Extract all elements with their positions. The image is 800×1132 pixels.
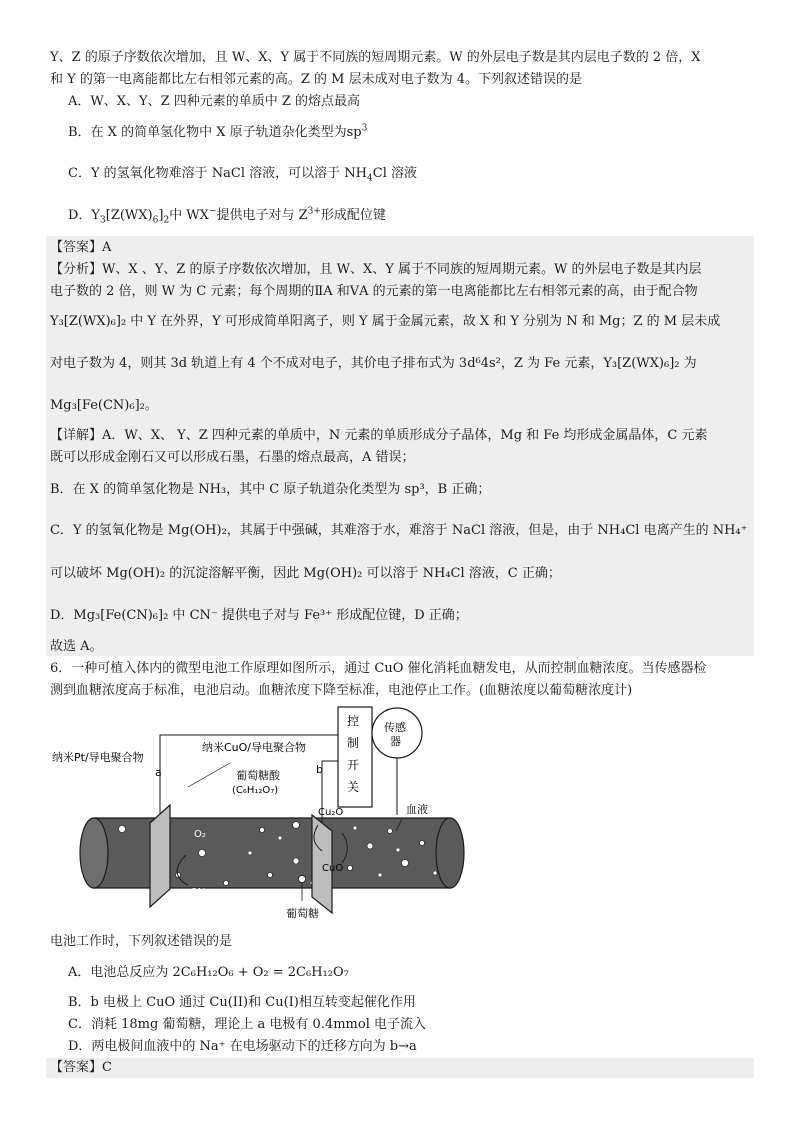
label-pt-electrode: 纳米Pt/导电聚合物 bbox=[52, 751, 144, 764]
label-glucose: 葡萄糖 bbox=[286, 907, 319, 920]
label-cuo: CuO bbox=[322, 863, 344, 874]
q6-option-a: A．电池总反应为 2C₆H₁₂O₆ + O₂ = 2C₆H₁₂O₇ bbox=[68, 965, 349, 980]
q6-stem-line-1: 6．一种可植入体内的微型电池工作原理如图所示，通过 CuO 催化消耗血糖发电，从而控制血糖浓度。当传感器检 bbox=[50, 661, 707, 676]
battery-diagram bbox=[50, 703, 470, 925]
glucose-particle bbox=[299, 876, 306, 883]
label-control-4: 关 bbox=[347, 780, 360, 794]
q5-option-a: A．W、X、Y、Z 四种元素的单质中 Z 的熔点最高 bbox=[68, 94, 361, 109]
label-cuo-electrode: 纳米CuO/导电聚合物 bbox=[202, 741, 307, 754]
blood-vessel-body bbox=[94, 818, 450, 888]
label-b: b bbox=[316, 763, 323, 776]
q5-analysis-line-3: Y₃[Z(WX)₆]₂ 中 Y 在外界，Y 可形成简单阳离子，则 Y 属于金属元素，故 X 和 Y 分别为 N 和 Mg；Z 的 M 层未成 bbox=[50, 314, 721, 329]
q6-option-b: B．b 电极上 CuO 通过 Cu(II)和 Cu(I)相互转变起催化作用 bbox=[68, 995, 416, 1010]
label-oh: OH⁻ bbox=[190, 887, 211, 898]
label-blood: 血液 bbox=[406, 803, 428, 816]
label-a: a bbox=[155, 766, 162, 779]
q6-option-c: C．消耗 18mg 葡萄糖，理论上 a 电极有 0.4mmol 电子流入 bbox=[68, 1017, 426, 1032]
label-o2: O₂ bbox=[194, 829, 206, 840]
q6-answer: 【答案】C bbox=[50, 1060, 112, 1075]
label-sensor-2: 器 bbox=[390, 735, 401, 748]
q5-option-c: C．Y 的氢氧化物难溶于 NaCl 溶液，可以溶于 $NH_4Cl$ 溶液 bbox=[68, 166, 417, 184]
q5-stem-line-2: 和 Y 的第一电离能都比左右相邻元素的高。Z 的 M 层未成对电子数为 4。下列叙述错误的是 bbox=[50, 72, 582, 87]
label-gluconic-formula: (C₆H₁₂O₇) bbox=[232, 785, 279, 796]
q5-detail-line-4: C．Y 的氢氧化物是 Mg(OH)₂，其属于中强碱，其难溶于水，难溶于 NaCl 溶液，但是，由于 NH₄Cl 电离产生的 NH₄⁺ bbox=[50, 523, 748, 538]
q5-detail-line-3: B．在 X 的简单氢化物是 NH₃，其中 C 原子轨道杂化类型为 sp³，B 正确； bbox=[50, 482, 491, 497]
q6-stem-line-2: 测到血糖浓度高于标准，电池启动。血糖浓度下降至标准，电池停止工作。(血糖浓度以葡萄糖浓度计) bbox=[50, 683, 633, 698]
q5-answer: 【答案】A bbox=[50, 240, 112, 255]
q5-stem-line-1: Y、Z 的原子序数依次增加，且 W、X、Y 属于不同族的短周期元素。W 的外层电子数是其内层电子数的 2 倍，X bbox=[50, 50, 701, 65]
q5-option-b: B．在 X 的简单氢化物中 X 原子轨道杂化类型为$sp^3$ bbox=[68, 123, 368, 140]
q5-analysis-line-1: 【分析】W、X 、Y、Z 的原子序数依次增加，且 W、X、Y 属于不同族的短周期元素。W 的外层电子数是其内层 bbox=[50, 262, 702, 277]
q5-analysis-line-5: Mg₃[Fe(CN)₆]₂。 bbox=[50, 398, 158, 413]
label-control-2: 制 bbox=[347, 736, 360, 750]
gluconic-particle bbox=[293, 822, 300, 829]
label-sensor-1: 传感 bbox=[384, 721, 406, 734]
q5-detail-line-5: 可以破坏 Mg(OH)₂ 的沉淀溶解平衡，因此 Mg(OH)₂ 可以溶于 NH₄Cl 溶液，C 正确； bbox=[50, 566, 561, 581]
q5-analysis-line-4: 对电子数为 4，则其 3d 轨道上有 4 个不成对电子，其价电子排布式为 3d⁶4s²，Z 为 Fe 元素，Y₃[Z(WX)₆]₂ 为 bbox=[50, 356, 697, 371]
q6-question: 电池工作时，下列叙述错误的是 bbox=[50, 934, 233, 949]
label-gluconic: 葡萄糖酸 bbox=[236, 769, 280, 782]
q6-option-d: D．两电极间血液中的 Na⁺ 在电场驱动下的迁移方向为 b→a bbox=[68, 1039, 417, 1054]
q5-detail-line-2: 既可以形成金刚石又可以形成石墨，石墨的熔点最高，A 错误； bbox=[50, 450, 415, 465]
q5-analysis-line-2: 电子数的 2 倍，则 W 为 C 元素；每个周期的ⅡA 和ⅤA 的元素的第一电离能都比左右相邻元素的高，由于配合物 bbox=[50, 284, 698, 299]
q5-option-d: D．$Y_3[Z(WX)_6]_2$中 WX−提供电子对与 $Z^{3+}$形成配位键 bbox=[68, 206, 386, 226]
label-control-3: 开 bbox=[347, 758, 360, 772]
q5-detail-line-6: D．Mg₃[Fe(CN)₆]₂ 中 CN⁻ 提供电子对与 Fe³⁺ 形成配位键，D 正确； bbox=[50, 608, 468, 623]
label-cu2o: Cu₂O bbox=[318, 807, 344, 818]
electrode-a bbox=[150, 805, 170, 907]
label-control-1: 控 bbox=[347, 714, 360, 728]
blood-vessel-right-end bbox=[436, 818, 464, 888]
blood-vessel-left-end bbox=[80, 818, 108, 888]
q5-detail-line-1: 【详解】A．W、X、 Y、Z 四种元素的单质中，N 元素的单质形成分子晶体，Mg 和 Fe 均形成金属晶体，C 元素 bbox=[50, 428, 708, 443]
q5-detail-line-7: 故选 A。 bbox=[50, 639, 103, 654]
